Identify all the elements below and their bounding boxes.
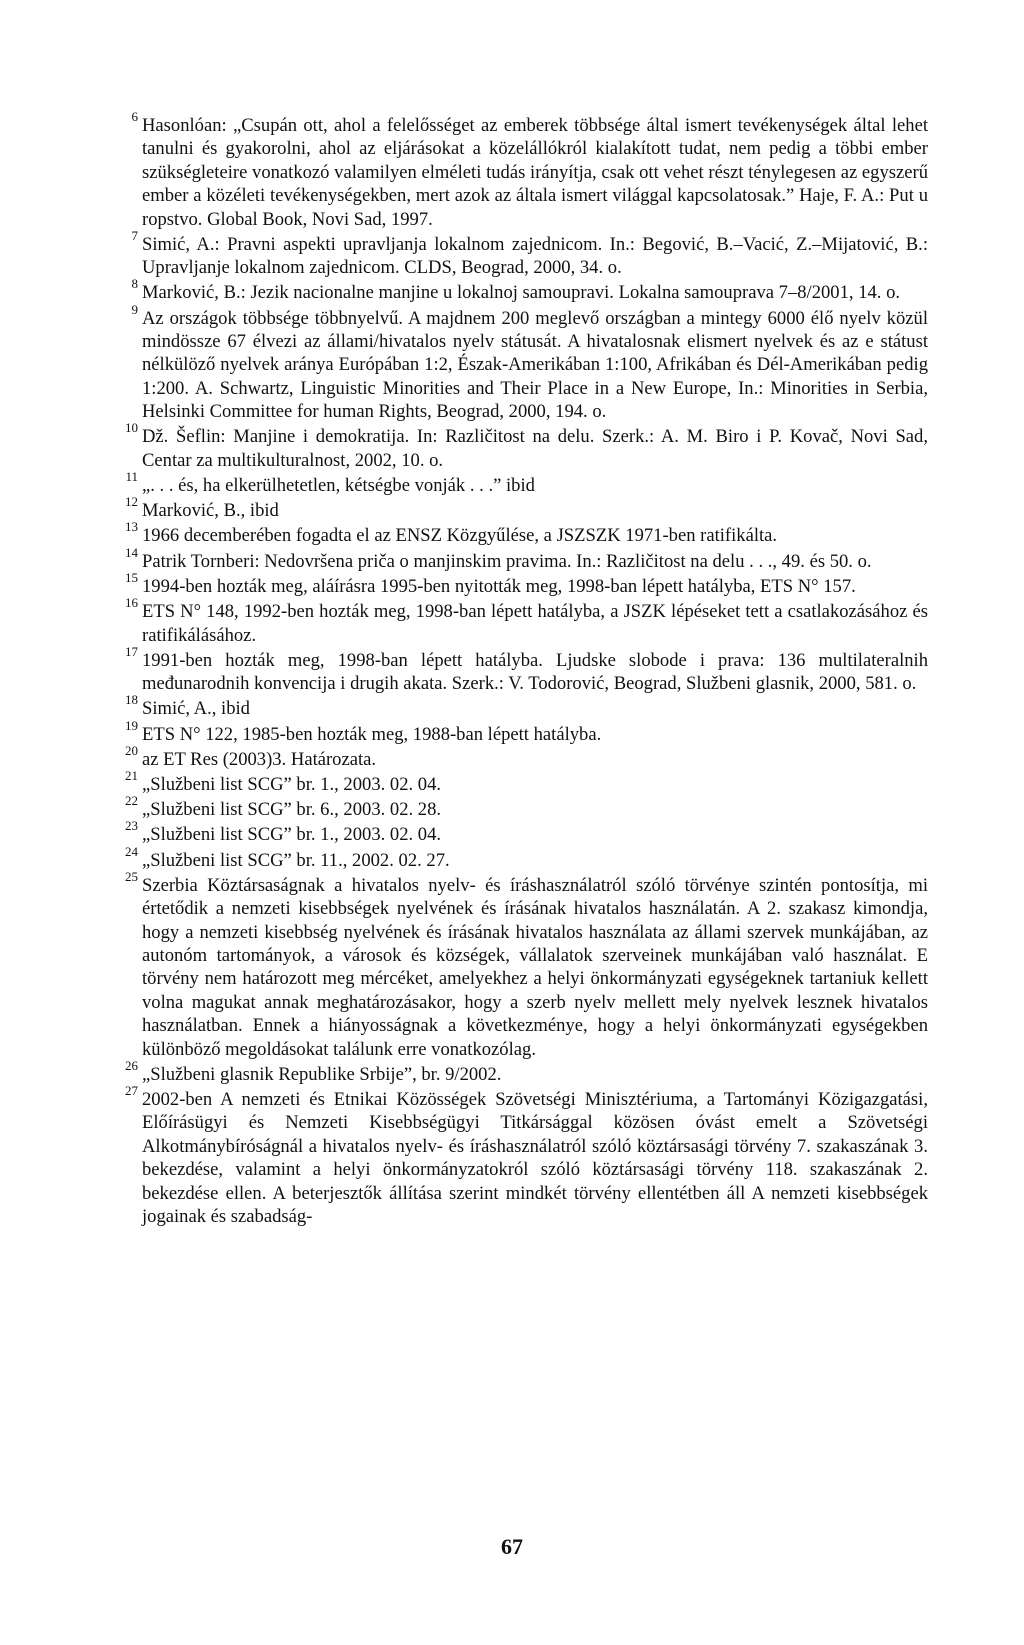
footnote-16 (125, 595, 928, 647)
footnote-22 (125, 793, 928, 821)
footnote-number: 26 (125, 1057, 138, 1073)
footnote-text: „Službeni list SCG” br. 1., 2003. 02. 04. (142, 824, 442, 846)
footnote-number: 16 (125, 595, 138, 611)
footnote-text: Dž. Šeflin: Manjine i demokratija. In: Različitost na delu. Szerk.: A. M. Biro i P. Kovač, Novi Sad, Centar za multikulturalnost, 2002, 10. o. (142, 426, 928, 471)
footnote-number: 18 (125, 692, 138, 708)
footnote-number: 9 (131, 301, 138, 317)
footnote-number: 11 (125, 469, 138, 485)
footnote-27 (125, 1082, 928, 1228)
footnote-text: Hasonlóan: „Csupán ott, ahol a felelősséget az emberek többsége által ismert tevékenységek által lehet tanulni és gyakorolni, ahol az eljárásokat a közelállókról kialakított tudat, nem pedig a többi ember szükségleteire vonatkozó valamilyen elméleti tudás irányítja, csak ott vehet részt ténylegesen az egyszerű ember a közéleti tevékenységekben, mert azok az általa ismert világgal kapcsolatosak.” Haje, F. A.: Put u ropstvo. Global Book, Novi Sad, 1997. (142, 115, 928, 230)
footnote-7 (131, 227, 928, 280)
page-number: 67 (501, 1534, 523, 1559)
footnote-number: 15 (125, 569, 138, 585)
footnote-text: Simić, A., ibid (142, 698, 250, 720)
footnote-number: 6 (131, 109, 138, 124)
footnote-number: 10 (125, 420, 138, 436)
footnote-number: 12 (125, 494, 138, 510)
footnote-25 (125, 868, 928, 1061)
footnote-number: 23 (125, 818, 138, 834)
footnote-number: 8 (131, 276, 138, 292)
footnote-15 (125, 569, 928, 598)
footnote-text: „Službeni list SCG” br. 11., 2002. 02. 27. (142, 849, 450, 871)
footnote-number: 22 (125, 793, 138, 809)
footnote-26 (125, 1057, 928, 1086)
footnote-text: ETS N° 148, 1992-ben hozták meg, 1998-ban lépett hatályba, a JSZK lépéseket tett a csatlakozásához és ratifikálásához. (142, 601, 928, 646)
footnote-12 (125, 494, 928, 522)
footnote-8 (131, 276, 928, 304)
footnote-17 (125, 643, 928, 696)
footnote-text: 1991-ben hozták meg, 1998-ban lépett hatályba. Ljudske slobode i prava: 136 multilateralnih međunarodnih konvencija i drugih akata. Szerk.: V. Todorović, Beograd, Službeni glasnik, 2000, 581. o. (142, 649, 928, 695)
footnote-text: Marković, B.: Jezik nacionalne manjine u lokalnoj samoupravi. Lokalna samouprava 7–8/2001, 14. o. (142, 282, 901, 304)
footnote-text: az ET Res (2003)3. Határozata. (142, 748, 377, 770)
footnote-number: 27 (125, 1082, 138, 1098)
footnote-number: 19 (125, 717, 138, 733)
footnote-18 (125, 692, 928, 720)
footnote-text: „. . . és, ha elkerülhetetlen, kétségbe vonják . . .” ibid (142, 475, 535, 497)
footnote-6 (131, 109, 928, 231)
footnote-text: Szerbia Köztársaságnak a hivatalos nyelv- és íráshasználatról szóló törvénye szintén pontosítja, mi értetődik a nemzeti kisebbségek nyelvének és írásának hivatalos használatán. A 2. szakasz kimondja, hogy a nemzeti kisebbség nyelvének és írásának hivatalos használata az állami szervek munkájában, az autonóm tartományok, a városok és községek, vállalatok szerveinek munkájában való használat. E törvény nem határozott meg mércéket, amelyekhez a helyi önkormányzati egységeknek tartaniuk kellett volna magukat annak meghatározásakor, hogy a szerb nyelv mellett mely nyelvek lesznek hivatalos használatban. Ennek a hiányosságnak a következménye, hogy a helyi önkormányzati egységekben különböző megoldásokat találunk erre vonatkozólag. (142, 874, 928, 1060)
footnote-number: 13 (125, 519, 138, 535)
footnote-number: 25 (125, 868, 138, 884)
footnotes-list (125, 109, 928, 1230)
footnote-text: „Službeni list SCG” br. 6., 2003. 02. 28. (142, 799, 442, 821)
footnote-text: Patrik Tornberi: Nedovršena priča o manjinskim pravima. In.: Različitost na delu . . ., 49. és 50. o. (142, 550, 872, 572)
footnote-text: Simić, A.: Pravni aspekti upravljanja lokalnom zajednicom. In.: Begović, B.–Vacić, Z.–Mijatović, B.: Upravljanje lokalnom zajednicom. CLDS, Beograd, 2000, 34. o. (142, 233, 928, 279)
footnote-11 (125, 469, 928, 497)
footnote-number: 20 (125, 742, 138, 758)
footnote-19 (125, 717, 928, 746)
footnote-9 (131, 301, 928, 424)
footnote-number: 24 (125, 843, 138, 859)
footnote-24 (125, 843, 928, 872)
footnote-number: 17 (125, 643, 138, 659)
footnote-21 (125, 767, 928, 796)
footnote-text: „Službeni glasnik Republike Srbije”, br. 9/2002. (142, 1063, 502, 1085)
footnote-text: „Službeni list SCG” br. 1., 2003. 02. 04. (142, 773, 442, 795)
footnote-text: Marković, B., ibid (142, 500, 279, 522)
footnote-text: 2002-ben A nemzeti és Etnikai Közösségek Szövetségi Minisztériuma, a Tartományi Közigazgatási, Előírásügyi és Nemzeti Kisebbségügyi Titkársággal közösen óvást emelt a Szövetségi Alkotmánybíróságnál a hivatalos nyelv- és íráshasználatról szóló köztársasági törvény 7. szakaszának 3. bekezdése, valamint a helyi önkormányzatokról szóló köztársasági törvény 118. szakaszának 2. bekezdése ellen. A beterjesztők állítása szerint mindkét törvény ellentétben áll A nemzeti kisebbségek jogainak és szabadság- (142, 1088, 928, 1228)
footnote-number: 21 (125, 767, 138, 783)
footnote-14 (125, 544, 928, 573)
footnote-20 (125, 742, 928, 771)
footnote-10 (125, 420, 928, 472)
footnote-23 (125, 818, 928, 846)
footnote-text: 1966 decemberében fogadta el az ENSZ Közgyűlése, a JSZSZK 1971-ben ratifikálta. (142, 525, 778, 547)
footnote-number: 14 (125, 544, 138, 560)
footnote-text: ETS N° 122, 1985-ben hozták meg, 1988-ban lépett hatályba. (142, 723, 602, 745)
footnote-text: 1994-ben hozták meg, aláírásra 1995-ben nyitották meg, 1998-ban lépett hatályba, ETS N° 157. (142, 575, 856, 597)
footnote-text: Az országok többsége többnyelvű. A majdnem 200 meglevő országban a mintegy 6000 élő nyelv közül mindössze 67 élvezi az állami/hivatalos nyelv státusát. A hivatalosnak elismert nyelvek és az e státust nélkülöző nyelvek aránya Európában 1:2, Észak-Amerikában 1:100, Afrikában és Dél-Amerikában pedig 1:200. A. Schwartz, Linguistic Minorities and Their Place in a New Europe, In.: Minorities in Serbia, Helsinki Committee for human Rights, Beograd, 2000, 194. o. (142, 307, 928, 423)
footnote-number: 7 (131, 227, 138, 243)
footnote-13 (125, 519, 928, 547)
